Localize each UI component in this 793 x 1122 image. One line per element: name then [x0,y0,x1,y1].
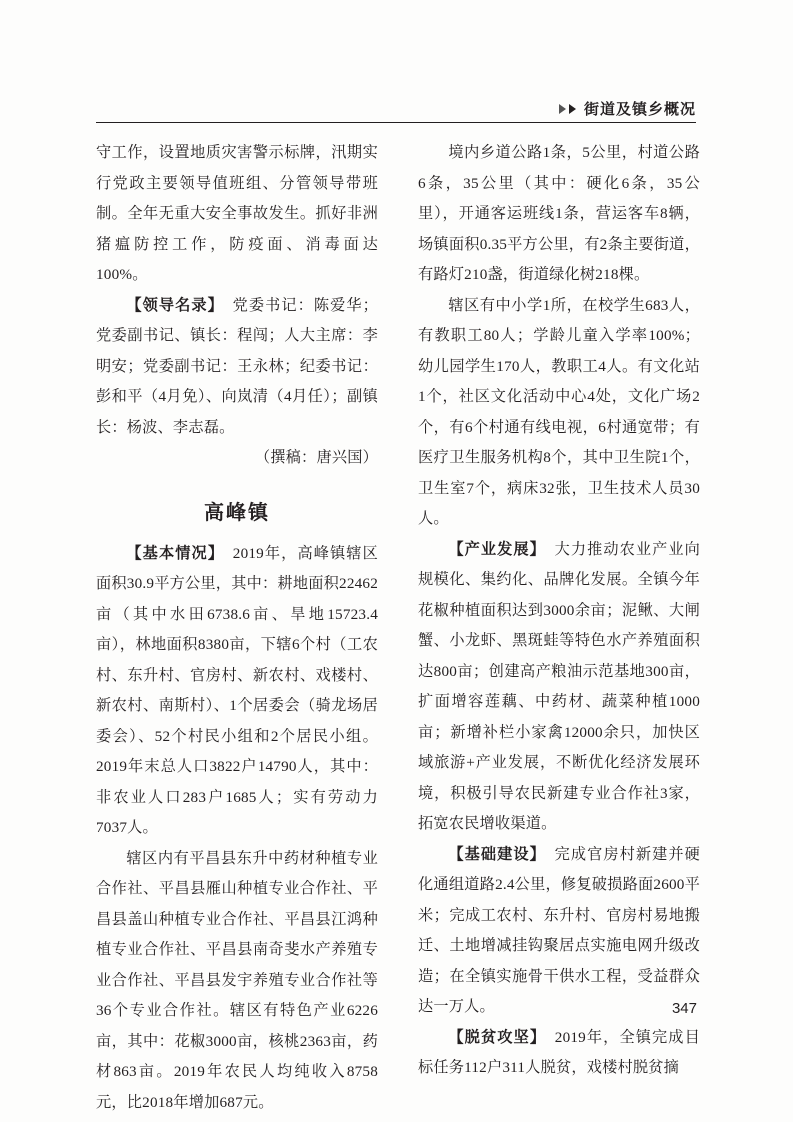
paragraph-text: 辖区有中小学1所，在校学生683人，有教职工80人；学龄儿童入学率100%；幼儿园学生170人，教职工4人。有文化站1个，社区文化活动中心4处，文化广场2个，有6个村通有线电视，6村通宽带；有医疗卫生服务机构8个，其中卫生院1个，卫生室7个，病床32张，卫生技术人员30人。 [418,296,700,527]
byline [96,443,378,474]
paragraph [418,1023,700,1084]
paragraph [96,291,378,444]
paragraph [96,844,378,1119]
paragraph-text: 境内乡道公路1条，5公里，村道公路6条，35公里（其中：硬化6条，35公里），开通客运班线1条，营运客车8辆，场镇面积0.35平方公里，有2条主要街道，有路灯210盏，街道绿化树218棵。 [418,144,700,283]
left-column [96,138,378,1118]
paragraph-text: 2019年，高峰镇辖区面积30.9平方公里，其中：耕地面积22462亩（其中水田6738.6亩、旱地15723.4亩），林地面积8380亩，下辖6个村（工农村、东升村、官房村、新农村、戏楼村、新农村、南斯村）、1个居委会（骑龙场居委会）、52个村民小组和2个居民小组。2019年末总人口3822户14790人，其中：非农业人口283户1685人；实有劳动力7037人。 [96,544,378,836]
paragraph [96,539,378,844]
header-rule [96,122,696,123]
paragraph-lead: 【领导名录】 [126,296,217,314]
paragraph [418,535,700,840]
paragraph-text: 守工作，设置地质灾害警示标牌，汛期实行党政主要领导值班组、分管领导带班制。全年无重大安全事故发生。抓好非洲猪瘟防控工作，防疫面、消毒面达100%。 [96,144,378,283]
double-triangle-icon [559,104,576,114]
paragraph [418,840,700,1023]
section-title: 高峰镇 [204,501,270,524]
paragraph-text: 党委书记：陈爱华；党委副书记、镇长：程闯；人大主席：李明安；党委副书记：王永林；纪委书记：彭和平（4月免）、向岚清（4月任）；副镇长：杨波、李志磊。 [96,296,379,436]
page-number: 347 [671,1000,697,1017]
right-column [418,138,700,1118]
paragraph-lead: 【产业发展】 [448,540,539,558]
paragraph-text: 大力推动农业产业向规模化、集约化、品牌化发展。全镇今年花椒种植面积达到3000余亩；泥鳅、大闸蟹、小龙虾、黑斑蛙等特色水产养殖面积达800亩；创建高产粮油示范基地300亩，扩面增容莲藕、中药材、蔬菜种植1000亩；新增补栏小家禽12000余只，加快区域旅游+产业发展，不断优化经济发展环境，积极引导农民新建专业合作社3家，拓宽农民增收渠道。 [418,540,701,832]
paragraph [418,291,700,535]
paragraph-text: 完成官房村新建并硬化通组道路2.4公里，修复破损路面2600平米；完成工农村、东升村、官房村易地搬迁、土地增减挂钩聚居点实施电网升级改造；在全镇实施骨干供水工程，受益群众达一万人。 [418,845,701,1015]
paragraph [96,138,378,291]
paragraph-lead: 【脱贫攻坚】 [448,1028,539,1046]
two-column-body [96,138,700,1118]
running-head [96,96,696,122]
paragraph [418,138,700,291]
running-head-title: 街道及镇乡概况 [583,102,696,118]
paragraph-text: 2019年，全镇完成目标任务112户311人脱贫，戏楼村脱贫摘 [418,1028,700,1076]
paragraph-lead: 【基础建设】 [448,845,539,863]
paragraph-text: 辖区内有平昌县东升中药材种植专业合作社、平昌县雁山种植专业合作社、平昌县盖山种植专业合作社、平昌县江鸿种植专业合作社、平昌县南奇斐水产养殖专业合作社、平昌县发宇养殖专业合作社等36个专业合作社。辖区有特色产业6226亩，其中：花椒3000亩，核桃2363亩，药材863亩。2019年农民人均纯收入8758元，比2018年增加687元。 [96,849,378,1111]
byline-text: （撰稿：唐兴国） [254,449,378,466]
paragraph-lead: 【基本情况】 [126,544,217,562]
